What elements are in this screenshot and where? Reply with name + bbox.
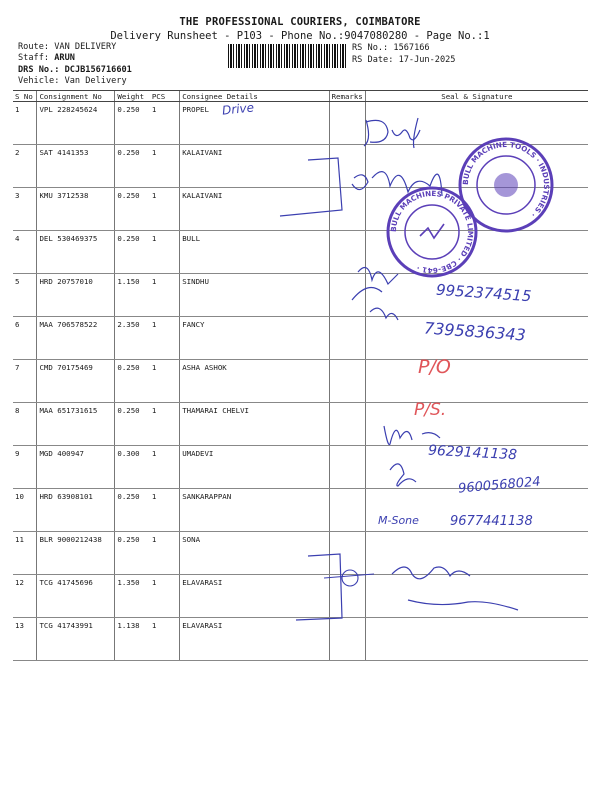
row-consignee: ASHA ASHOK <box>180 360 329 403</box>
row-remarks <box>329 231 365 274</box>
row-seal-signature <box>365 618 588 661</box>
row-weight: 1.350 <box>115 575 150 618</box>
staff-line <box>18 53 75 64</box>
row-weight: 1.138 <box>115 618 150 661</box>
row-consignee: ELAVARASI <box>180 618 329 661</box>
rs-date: RS Date: 17-Jun-2025 <box>352 55 456 65</box>
row-remarks <box>329 446 365 489</box>
row-consignee: SANKARAPPAN <box>180 489 329 532</box>
row-consignee: KALAIVANI <box>180 145 329 188</box>
hand-phone-row9: 9629141138 <box>427 442 518 464</box>
drs-line <box>18 65 132 76</box>
row-consignment-no: KMU 3712538 <box>37 188 115 231</box>
row-weight: 2.350 <box>115 317 150 360</box>
col-seal-header: Seal & Signature <box>365 91 588 102</box>
row-weight: 0.250 <box>115 489 150 532</box>
company-title: THE PROFESSIONAL COURIERS, COIMBATORE <box>179 16 421 28</box>
runsheet-subtitle: Delivery Runsheet - P103 - Phone No.:9047080280 - Page No.:1 <box>110 30 490 42</box>
row-pcs: 1 <box>150 145 180 188</box>
table-row <box>13 618 588 661</box>
row-consignee: SONA <box>180 532 329 575</box>
row-sno: 2 <box>13 145 37 188</box>
row-sno: 6 <box>13 317 37 360</box>
row-consignment-no: MGD 400947 <box>37 446 115 489</box>
row-pcs: 1 <box>150 188 180 231</box>
drs-value: DCJB156716601 <box>64 65 132 75</box>
row-sno: 3 <box>13 188 37 231</box>
row-pcs: 1 <box>150 403 180 446</box>
row-pcs: 1 <box>150 575 180 618</box>
row-pcs: 1 <box>150 274 180 317</box>
row-seal-signature <box>365 360 588 403</box>
svg-text:BULL MACHINES PRIVATE LIMITED: BULL MACHINES PRIVATE LIMITED · CBE-641 · <box>388 188 476 276</box>
row-remarks <box>329 575 365 618</box>
col-consignment-header: Consignment No <box>37 91 115 102</box>
staff-label: Staff: <box>18 53 50 63</box>
row-pcs: 1 <box>150 489 180 532</box>
table-row <box>13 575 588 618</box>
table-header-row <box>13 91 588 102</box>
row-consignee: BULL <box>180 231 329 274</box>
row-consignment-no: SAT 4141353 <box>37 145 115 188</box>
table-row <box>13 403 588 446</box>
row-consignment-no: TCG 41745696 <box>37 575 115 618</box>
row-weight: 0.250 <box>115 145 150 188</box>
row-remarks <box>329 618 365 661</box>
row-remarks <box>329 274 365 317</box>
row-pcs: 1 <box>150 102 180 145</box>
row-weight: 0.250 <box>115 403 150 446</box>
row-sno: 1 <box>13 102 37 145</box>
vehicle-text: Vehicle: Van Delivery <box>18 76 127 86</box>
row-pcs: 1 <box>150 317 180 360</box>
svg-text:BULL MACHINE TOOLS · INDUSTRIE: BULL MACHINE TOOLS · INDUSTRIES · <box>460 139 552 220</box>
row-sno: 10 <box>13 489 37 532</box>
row-consignment-no: VPL 228245624 <box>37 102 115 145</box>
row-weight: 0.250 <box>115 532 150 575</box>
staff-value: ARUN <box>54 53 75 63</box>
row-weight: 0.250 <box>115 360 150 403</box>
row-sno: 4 <box>13 231 37 274</box>
row-remarks <box>329 188 365 231</box>
table-row <box>13 231 588 274</box>
row-consignee: THAMARAI CHELVI <box>180 403 329 446</box>
row-consignment-no: CMD 70175469 <box>37 360 115 403</box>
row-consignee: UMADEVI <box>180 446 329 489</box>
row-sno: 11 <box>13 532 37 575</box>
row-sno: 5 <box>13 274 37 317</box>
row-seal-signature <box>365 575 588 618</box>
table-row <box>13 360 588 403</box>
row-consignee: SINDHU <box>180 274 329 317</box>
hand-drive-note: Drive <box>221 100 255 118</box>
company-seal-stamp-right <box>456 135 556 235</box>
rs-number: RS No.: 1567166 <box>352 43 430 53</box>
row-consignee: FANCY <box>180 317 329 360</box>
row-sno: 12 <box>13 575 37 618</box>
row-weight: 0.250 <box>115 188 150 231</box>
row-consignment-no: TCG 41743991 <box>37 618 115 661</box>
col-sno-header: S No <box>13 91 37 102</box>
row-pcs: 1 <box>150 532 180 575</box>
row-consignment-no: DEL 530469375 <box>37 231 115 274</box>
row-remarks <box>329 532 365 575</box>
barcode <box>228 44 346 68</box>
row-pcs: 1 <box>150 618 180 661</box>
row-seal-signature <box>365 403 588 446</box>
hand-phone-row11: 9677441138 <box>450 514 533 529</box>
row-remarks <box>329 317 365 360</box>
row-consignment-no: HRD 63908101 <box>37 489 115 532</box>
col-consignee-header: Consignee Details <box>180 91 329 102</box>
hand-phone-row10: 9600568024 <box>457 474 542 497</box>
row-pcs: 1 <box>150 231 180 274</box>
row-remarks <box>329 403 365 446</box>
table-row <box>13 532 588 575</box>
row-pcs: 1 <box>150 446 180 489</box>
hand-name-row11: M-Sone <box>378 514 419 527</box>
row-consignee: ELAVARASI <box>180 575 329 618</box>
row-remarks <box>329 102 365 145</box>
row-consignee: PROPEL <box>180 102 329 145</box>
col-weight-header: Weight <box>115 91 150 102</box>
row-consignee: KALAIVANI <box>180 188 329 231</box>
hand-note-row7: P/O <box>418 356 451 378</box>
row-sno: 9 <box>13 446 37 489</box>
hand-note-row8: P/S. <box>414 400 447 420</box>
route-text: Route: VAN DELIVERY <box>18 42 117 52</box>
row-weight: 1.150 <box>115 274 150 317</box>
col-remarks-header: Remarks <box>329 91 365 102</box>
row-consignment-no: MAA 706578522 <box>37 317 115 360</box>
drs-label: DRS No.: <box>18 65 60 75</box>
row-remarks <box>329 489 365 532</box>
row-sno: 7 <box>13 360 37 403</box>
row-weight: 0.300 <box>115 446 150 489</box>
hand-phone-row5: 9952374515 <box>435 280 532 306</box>
row-weight: 0.250 <box>115 102 150 145</box>
row-sno: 8 <box>13 403 37 446</box>
row-pcs: 1 <box>150 360 180 403</box>
row-consignment-no: BLR 9000212438 <box>37 532 115 575</box>
row-weight: 0.250 <box>115 231 150 274</box>
hand-phone-row6: 7395836343 <box>423 318 527 345</box>
col-pcs-header: PCS <box>150 91 180 102</box>
row-consignment-no: HRD 20757010 <box>37 274 115 317</box>
row-remarks <box>329 360 365 403</box>
row-remarks <box>329 145 365 188</box>
row-sno: 13 <box>13 618 37 661</box>
row-consignment-no: MAA 651731615 <box>37 403 115 446</box>
row-seal-signature <box>365 532 588 575</box>
